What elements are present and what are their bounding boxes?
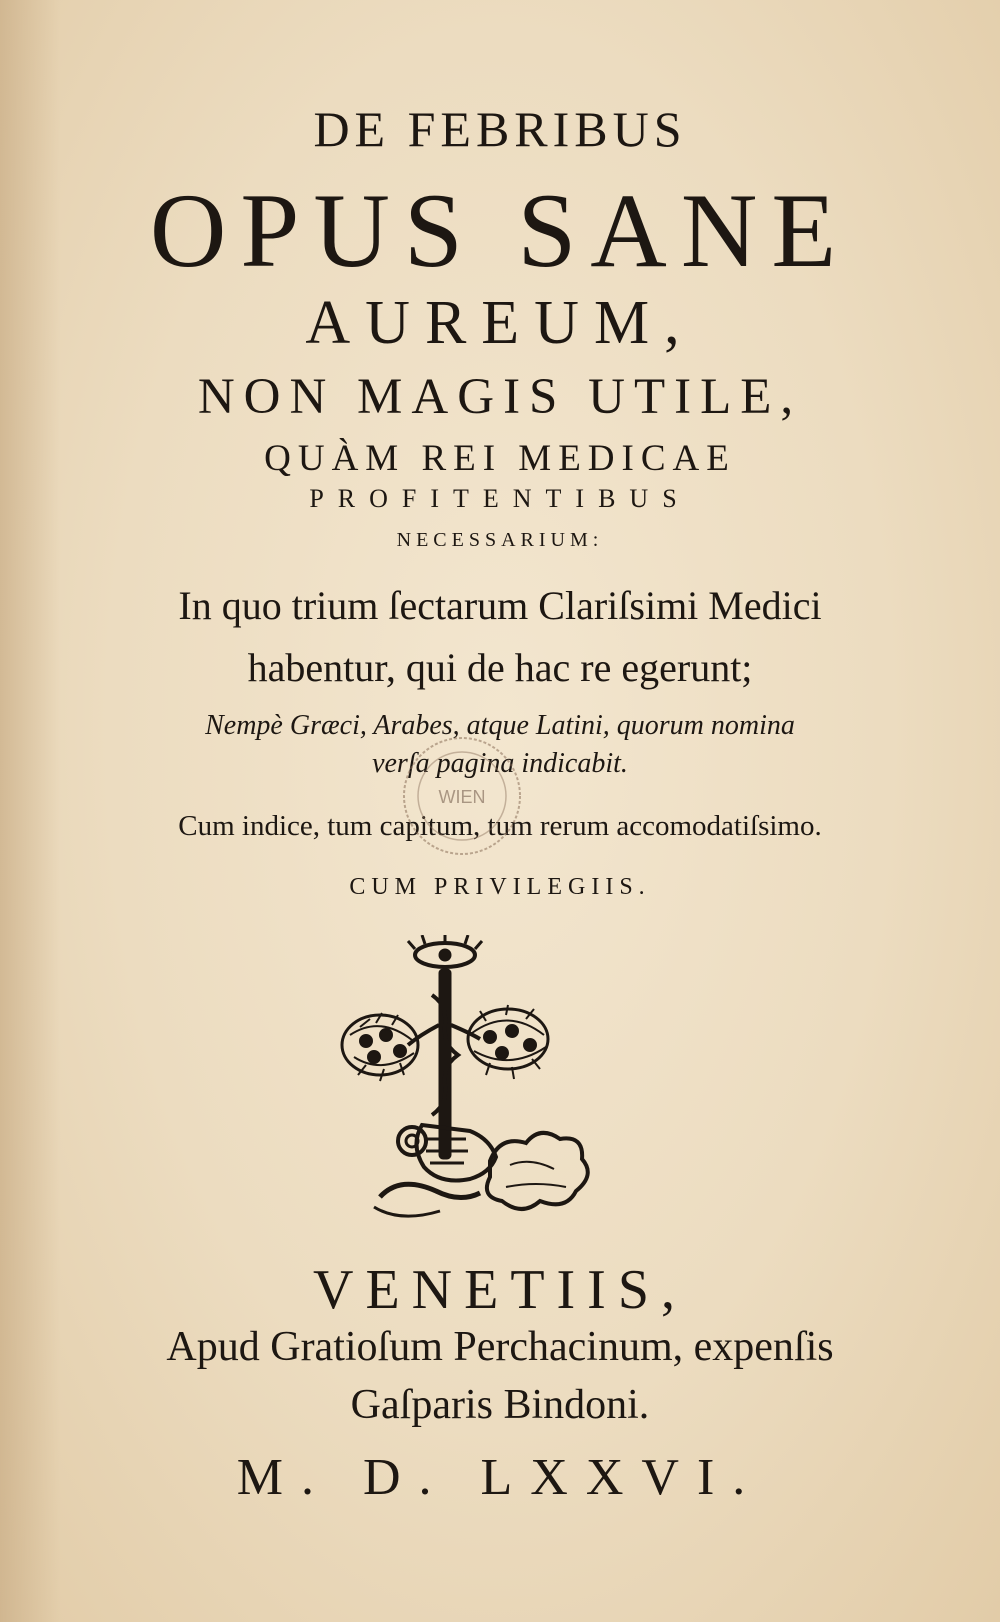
- library-stamp-icon: [398, 733, 526, 859]
- library-stamp-text: WIEN: [438, 787, 486, 807]
- title-line-necessarium: NECESSARIUM:: [396, 529, 604, 551]
- italic-line-1: Nempè Græci, Arabes, atque Latini, quorum nomina: [205, 710, 795, 741]
- subtitle-line-1: In quo trium ſectarum Clariſsimi Medici: [178, 583, 822, 628]
- imprint-place: VENETIIS,: [313, 1259, 687, 1321]
- subtitle-line-2: habentur, qui de hac re egerunt;: [247, 645, 753, 690]
- privilege-line: CUM PRIVILEGIIS.: [349, 874, 651, 900]
- index-line: Cum indice, tum capitum, tum rerum accomodatiſsimo.: [178, 810, 822, 842]
- title-line-aureum: AUREUM,: [305, 289, 695, 357]
- imprint-year: M. D. LXXVI.: [236, 1449, 764, 1506]
- title-line-de-febribus: DE FEBRIBUS: [313, 101, 687, 157]
- title-line-quam-rei-medicae: QUÀM REI MEDICAE: [264, 438, 736, 479]
- title-line-non-magis-utile: NON MAGIS UTILE,: [197, 369, 803, 425]
- title-line-profitentibus: PROFITENTIBUS: [309, 484, 691, 513]
- italic-line-2: verſa pagina indicabit.: [372, 748, 628, 779]
- title-line-opus-sane: OPUS SANE: [149, 172, 851, 289]
- printer-mark-icon: [340, 935, 600, 1235]
- imprint-printer: Apud Gratioſum Perchacinum, expenſis: [166, 1324, 834, 1370]
- imprint-publisher: Gaſparis Bindoni.: [350, 1382, 650, 1428]
